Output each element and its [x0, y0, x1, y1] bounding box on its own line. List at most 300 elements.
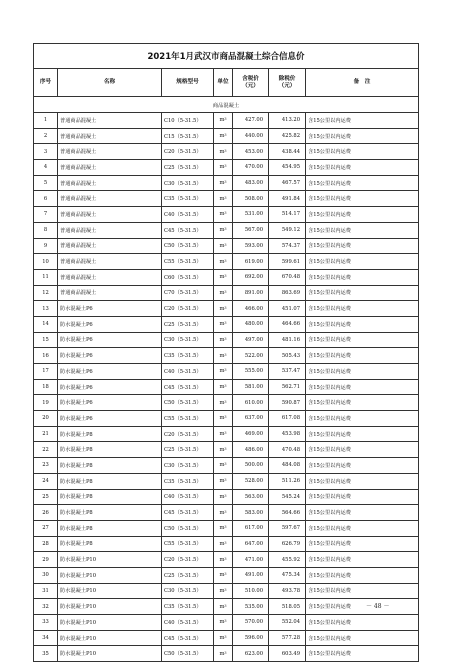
spec-model: C30（5-31.5）: [162, 458, 214, 474]
material-name: 防水混凝土P8: [58, 426, 162, 442]
remark-cell: 含15公里以内运费: [306, 552, 419, 568]
spec-model: C45（5-31.5）: [162, 379, 214, 395]
spec-model: C30（5-31.5）: [162, 583, 214, 599]
remark-cell: 含15公里以内运费: [306, 489, 419, 505]
table-row: [34, 583, 419, 599]
unit-cell: [214, 426, 233, 442]
remark-cell: 含15公里以内运费: [306, 615, 419, 631]
row-number: 21: [34, 426, 58, 442]
untaxed-price: 603.49: [269, 646, 306, 662]
table-row: [34, 238, 419, 254]
untaxed-price: 562.71: [269, 379, 306, 395]
remark-cell: 含15公里以内运费: [306, 285, 419, 301]
remark-cell: 含15公里以内运费: [306, 646, 419, 662]
row-number: 30: [34, 567, 58, 583]
unit-base: m: [219, 289, 225, 296]
remark-cell: 含15公里以内运费: [306, 567, 419, 583]
header-taxed-line1: 含税价: [242, 75, 259, 82]
spec-model: C70（5-31.5）: [162, 285, 214, 301]
remark-cell: 含15公里以内运费: [306, 426, 419, 442]
spec-model: C25（5-31.5）: [162, 316, 214, 332]
unit-exponent: 3: [224, 274, 227, 279]
unit-base: m: [219, 368, 225, 375]
row-number: 1: [34, 113, 58, 129]
taxed-price: 470.00: [233, 160, 269, 176]
unit-cell: [214, 395, 233, 411]
unit-cell: [214, 128, 233, 144]
unit-cell: [214, 144, 233, 160]
spec-model: C55（5-31.5）: [162, 254, 214, 270]
untaxed-price: 590.87: [269, 395, 306, 411]
unit-base: m: [219, 650, 225, 657]
row-number: 10: [34, 254, 58, 270]
material-name: 防水混凝土P6: [58, 411, 162, 427]
material-name: 普通商品混凝土: [58, 128, 162, 144]
remark-cell: 含15公里以内运费: [306, 379, 419, 395]
spec-model: C20（5-31.5）: [162, 144, 214, 160]
unit-exponent: 3: [224, 399, 227, 404]
unit-base: m: [219, 274, 225, 281]
spec-model: C10（5-31.5）: [162, 113, 214, 129]
spec-model: C55（5-31.5）: [162, 411, 214, 427]
row-number: 8: [34, 222, 58, 238]
unit-cell: [214, 238, 233, 254]
row-number: 2: [34, 128, 58, 144]
taxed-price: 522.00: [233, 348, 269, 364]
unit-exponent: 3: [224, 180, 227, 185]
material-name: 普通商品混凝土: [58, 222, 162, 238]
unit-exponent: 3: [224, 587, 227, 592]
unit-cell: [214, 285, 233, 301]
unit-cell: [214, 348, 233, 364]
remark-cell: 含15公里以内运费: [306, 207, 419, 223]
row-number: 26: [34, 505, 58, 521]
material-name: 防水混凝土P10: [58, 615, 162, 631]
untaxed-price: 599.61: [269, 254, 306, 270]
unit-cell: [214, 191, 233, 207]
unit-base: m: [219, 556, 225, 563]
unit-exponent: 3: [224, 509, 227, 514]
material-name: 防水混凝土P6: [58, 379, 162, 395]
spec-model: C40（5-31.5）: [162, 207, 214, 223]
unit-exponent: 3: [224, 368, 227, 373]
header-unit: 单位: [214, 69, 233, 97]
spec-model: C25（5-31.5）: [162, 442, 214, 458]
unit-base: m: [219, 336, 225, 343]
unit-cell: [214, 599, 233, 615]
header-name: 名称: [58, 69, 162, 97]
remark-cell: 含15公里以内运费: [306, 411, 419, 427]
section-row: [34, 97, 419, 113]
unit-base: m: [219, 258, 225, 265]
unit-base: m: [219, 195, 225, 202]
untaxed-price: 470.48: [269, 442, 306, 458]
header-taxed-line2: （元）: [242, 82, 259, 89]
unit-exponent: 3: [224, 384, 227, 389]
taxed-price: 440.00: [233, 128, 269, 144]
header-remark: 备 注: [306, 69, 419, 97]
row-number: 15: [34, 332, 58, 348]
table-row: [34, 458, 419, 474]
spec-model: C35（5-31.5）: [162, 473, 214, 489]
taxed-price: 617.00: [233, 520, 269, 536]
untaxed-price: 467.57: [269, 175, 306, 191]
unit-base: m: [219, 352, 225, 359]
untaxed-price: 493.78: [269, 583, 306, 599]
row-number: 11: [34, 269, 58, 285]
header-untaxed-price: [269, 69, 306, 97]
unit-base: m: [219, 415, 225, 422]
untaxed-price: 438.44: [269, 144, 306, 160]
taxed-price: 510.00: [233, 583, 269, 599]
taxed-price: 555.00: [233, 364, 269, 380]
spec-model: C50（5-31.5）: [162, 520, 214, 536]
spec-model: C45（5-31.5）: [162, 222, 214, 238]
spec-model: C35（5-31.5）: [162, 599, 214, 615]
row-number: 19: [34, 395, 58, 411]
unit-base: m: [219, 462, 225, 469]
unit-exponent: 3: [224, 525, 227, 530]
unit-exponent: 3: [224, 242, 227, 247]
row-number: 32: [34, 599, 58, 615]
taxed-price: 581.00: [233, 379, 269, 395]
untaxed-price: 491.84: [269, 191, 306, 207]
taxed-price: 623.00: [233, 646, 269, 662]
material-name: 普通商品混凝土: [58, 113, 162, 129]
unit-base: m: [219, 635, 225, 642]
header-taxed-price: [233, 69, 269, 97]
table-row: [34, 332, 419, 348]
unit-exponent: 3: [224, 478, 227, 483]
unit-base: m: [219, 133, 225, 140]
spec-model: C35（5-31.5）: [162, 191, 214, 207]
taxed-price: 427.00: [233, 113, 269, 129]
table-row: [34, 160, 419, 176]
row-number: 28: [34, 536, 58, 552]
unit-base: m: [219, 478, 225, 485]
untaxed-price: 537.47: [269, 364, 306, 380]
unit-cell: [214, 458, 233, 474]
unit-exponent: 3: [224, 164, 227, 169]
material-name: 防水混凝土P8: [58, 473, 162, 489]
unit-cell: [214, 552, 233, 568]
spec-model: C50（5-31.5）: [162, 646, 214, 662]
table-row: [34, 473, 419, 489]
unit-cell: [214, 615, 233, 631]
taxed-price: 497.00: [233, 332, 269, 348]
taxed-price: 583.00: [233, 505, 269, 521]
untaxed-price: 454.95: [269, 160, 306, 176]
unit-exponent: 3: [224, 415, 227, 420]
row-number: 23: [34, 458, 58, 474]
taxed-price: 596.00: [233, 630, 269, 646]
table-row: [34, 395, 419, 411]
material-name: 防水混凝土P10: [58, 599, 162, 615]
material-name: 普通商品混凝土: [58, 191, 162, 207]
taxed-price: 486.00: [233, 442, 269, 458]
material-name: 防水混凝土P8: [58, 536, 162, 552]
untaxed-price: 545.24: [269, 489, 306, 505]
remark-cell: 含15公里以内运费: [306, 583, 419, 599]
row-number: 5: [34, 175, 58, 191]
unit-exponent: 3: [224, 211, 227, 216]
unit-cell: [214, 113, 233, 129]
remark-cell: 含15公里以内运费: [306, 364, 419, 380]
untaxed-price: 505.43: [269, 348, 306, 364]
table-row: [34, 285, 419, 301]
remark-cell: 含15公里以内运费: [306, 144, 419, 160]
row-number: 4: [34, 160, 58, 176]
material-name: 防水混凝土P6: [58, 316, 162, 332]
header-row: [34, 69, 419, 97]
material-name: 防水混凝土P6: [58, 395, 162, 411]
untaxed-price: 484.08: [269, 458, 306, 474]
header-spec: 规格型号: [162, 69, 214, 97]
unit-exponent: 3: [224, 289, 227, 294]
unit-exponent: 3: [224, 603, 227, 608]
row-number: 13: [34, 301, 58, 317]
taxed-price: 531.00: [233, 207, 269, 223]
row-number: 7: [34, 207, 58, 223]
table-row: [34, 348, 419, 364]
price-table-container: [33, 43, 418, 662]
untaxed-price: 552.04: [269, 615, 306, 631]
table-row: [34, 505, 419, 521]
table-row: [34, 520, 419, 536]
page-number: － 48 －: [366, 603, 390, 610]
material-name: 普通商品混凝土: [58, 238, 162, 254]
unit-exponent: 3: [224, 446, 227, 451]
unit-cell: [214, 364, 233, 380]
row-number: 6: [34, 191, 58, 207]
material-name: 普通商品混凝土: [58, 285, 162, 301]
remark-cell: 含15公里以内运费: [306, 458, 419, 474]
remark-cell: 含15公里以内运费: [306, 269, 419, 285]
unit-base: m: [219, 572, 225, 579]
unit-cell: [214, 269, 233, 285]
spec-model: C60（5-31.5）: [162, 269, 214, 285]
unit-base: m: [219, 227, 225, 234]
unit-base: m: [219, 619, 225, 626]
taxed-price: 500.00: [233, 458, 269, 474]
row-number: 18: [34, 379, 58, 395]
row-number: 31: [34, 583, 58, 599]
table-row: [34, 489, 419, 505]
untaxed-price: 577.28: [269, 630, 306, 646]
table-row: [34, 191, 419, 207]
remark-cell: 含15公里以内运费: [306, 191, 419, 207]
unit-exponent: 3: [224, 572, 227, 577]
taxed-price: 610.00: [233, 395, 269, 411]
table-row: [34, 316, 419, 332]
taxed-price: 453.00: [233, 144, 269, 160]
taxed-price: 567.00: [233, 222, 269, 238]
table-row: [34, 552, 419, 568]
material-name: 防水混凝土P10: [58, 630, 162, 646]
taxed-price: 563.00: [233, 489, 269, 505]
material-name: 防水混凝土P6: [58, 332, 162, 348]
unit-base: m: [219, 305, 225, 312]
unit-exponent: 3: [224, 352, 227, 357]
spec-model: C15（5-31.5）: [162, 128, 214, 144]
table-row: [34, 567, 419, 583]
row-number: 12: [34, 285, 58, 301]
unit-cell: [214, 567, 233, 583]
unit-base: m: [219, 384, 225, 391]
remark-cell: 含15公里以内运费: [306, 238, 419, 254]
row-number: 24: [34, 473, 58, 489]
spec-model: C20（5-31.5）: [162, 552, 214, 568]
table-row: [34, 615, 419, 631]
spec-model: C20（5-31.5）: [162, 301, 214, 317]
section-label: 商品混凝土: [34, 97, 419, 113]
untaxed-price: 481.16: [269, 332, 306, 348]
taxed-price: 619.00: [233, 254, 269, 270]
material-name: 防水混凝土P8: [58, 489, 162, 505]
spec-model: C30（5-31.5）: [162, 332, 214, 348]
unit-cell: [214, 301, 233, 317]
untaxed-price: 511.26: [269, 473, 306, 489]
untaxed-price: 617.08: [269, 411, 306, 427]
remark-cell: 含15公里以内运费: [306, 630, 419, 646]
row-number: 17: [34, 364, 58, 380]
unit-cell: [214, 379, 233, 395]
unit-exponent: 3: [224, 619, 227, 624]
unit-cell: [214, 520, 233, 536]
untaxed-price: 475.34: [269, 567, 306, 583]
remark-cell: 含15公里以内运费: [306, 473, 419, 489]
spec-model: C25（5-31.5）: [162, 160, 214, 176]
taxed-price: 692.00: [233, 269, 269, 285]
unit-exponent: 3: [224, 336, 227, 341]
taxed-price: 891.00: [233, 285, 269, 301]
untaxed-price: 451.07: [269, 301, 306, 317]
table-row: [34, 442, 419, 458]
remark-cell: 含15公里以内运费: [306, 222, 419, 238]
unit-exponent: 3: [224, 227, 227, 232]
table-row: [34, 254, 419, 270]
spec-model: C40（5-31.5）: [162, 615, 214, 631]
material-name: 防水混凝土P8: [58, 505, 162, 521]
spec-model: C40（5-31.5）: [162, 489, 214, 505]
unit-base: m: [219, 211, 225, 218]
table-title: 2021年1月武汉市商品混凝土综合信息价: [34, 44, 419, 69]
table-row: [34, 175, 419, 191]
remark-cell: 含15公里以内运费: [306, 520, 419, 536]
material-name: 防水混凝土P6: [58, 348, 162, 364]
material-name: 防水混凝土P10: [58, 583, 162, 599]
remark-cell: 含15公里以内运费: [306, 332, 419, 348]
table-row: [34, 426, 419, 442]
table-row: [34, 128, 419, 144]
untaxed-price: 670.48: [269, 269, 306, 285]
remark-cell: 含15公里以内运费: [306, 348, 419, 364]
untaxed-price: 453.98: [269, 426, 306, 442]
taxed-price: 535.00: [233, 599, 269, 615]
unit-cell: [214, 536, 233, 552]
row-number: 27: [34, 520, 58, 536]
taxed-price: 508.00: [233, 191, 269, 207]
remark-cell: 含15公里以内运费: [306, 536, 419, 552]
unit-cell: [214, 254, 233, 270]
unit-cell: [214, 646, 233, 662]
unit-cell: [214, 505, 233, 521]
taxed-price: 469.00: [233, 426, 269, 442]
spec-model: C25（5-31.5）: [162, 567, 214, 583]
table-row: [34, 144, 419, 160]
material-name: 防水混凝土P10: [58, 552, 162, 568]
table-row: [34, 207, 419, 223]
table-row: [34, 301, 419, 317]
taxed-price: 480.00: [233, 316, 269, 332]
taxed-price: 647.00: [233, 536, 269, 552]
unit-base: m: [219, 242, 225, 249]
row-number: 35: [34, 646, 58, 662]
spec-model: C55（5-31.5）: [162, 536, 214, 552]
remark-cell: 含15公里以内运费: [306, 442, 419, 458]
row-number: 20: [34, 411, 58, 427]
unit-base: m: [219, 540, 225, 547]
material-name: 防水混凝土P6: [58, 364, 162, 380]
unit-cell: [214, 411, 233, 427]
spec-model: C40（5-31.5）: [162, 364, 214, 380]
row-number: 25: [34, 489, 58, 505]
material-name: 普通商品混凝土: [58, 160, 162, 176]
remark-cell: 含15公里以内运费: [306, 301, 419, 317]
spec-model: C45（5-31.5）: [162, 505, 214, 521]
untaxed-price: 574.37: [269, 238, 306, 254]
remark-cell: 含15公里以内运费: [306, 175, 419, 191]
taxed-price: 471.00: [233, 552, 269, 568]
unit-exponent: 3: [224, 431, 227, 436]
untaxed-price: 455.92: [269, 552, 306, 568]
unit-cell: [214, 473, 233, 489]
remark-cell: 含15公里以内运费: [306, 128, 419, 144]
table-row: [34, 411, 419, 427]
remark-cell: 含15公里以内运费: [306, 599, 419, 615]
header-seq: 序号: [34, 69, 58, 97]
price-table: [33, 43, 419, 662]
remark-cell: 含15公里以内运费: [306, 113, 419, 129]
unit-exponent: 3: [224, 650, 227, 655]
material-name: 防水混凝土P10: [58, 646, 162, 662]
unit-exponent: 3: [224, 305, 227, 310]
untaxed-price: 863.69: [269, 285, 306, 301]
row-number: 14: [34, 316, 58, 332]
row-number: 3: [34, 144, 58, 160]
material-name: 普通商品混凝土: [58, 144, 162, 160]
row-number: 22: [34, 442, 58, 458]
table-row: [34, 646, 419, 662]
spec-model: C30（5-31.5）: [162, 175, 214, 191]
unit-base: m: [219, 525, 225, 532]
table-row: [34, 536, 419, 552]
unit-base: m: [219, 321, 225, 328]
unit-base: m: [219, 493, 225, 500]
row-number: 9: [34, 238, 58, 254]
remark-cell: 含15公里以内运费: [306, 160, 419, 176]
unit-base: m: [219, 603, 225, 610]
remark-cell: 含15公里以内运费: [306, 505, 419, 521]
untaxed-price: 514.17: [269, 207, 306, 223]
untaxed-price: 518.05: [269, 599, 306, 615]
unit-exponent: 3: [224, 540, 227, 545]
untaxed-price: 425.82: [269, 128, 306, 144]
row-number: 34: [34, 630, 58, 646]
taxed-price: 483.00: [233, 175, 269, 191]
unit-exponent: 3: [224, 258, 227, 263]
material-name: 防水混凝土P8: [58, 520, 162, 536]
